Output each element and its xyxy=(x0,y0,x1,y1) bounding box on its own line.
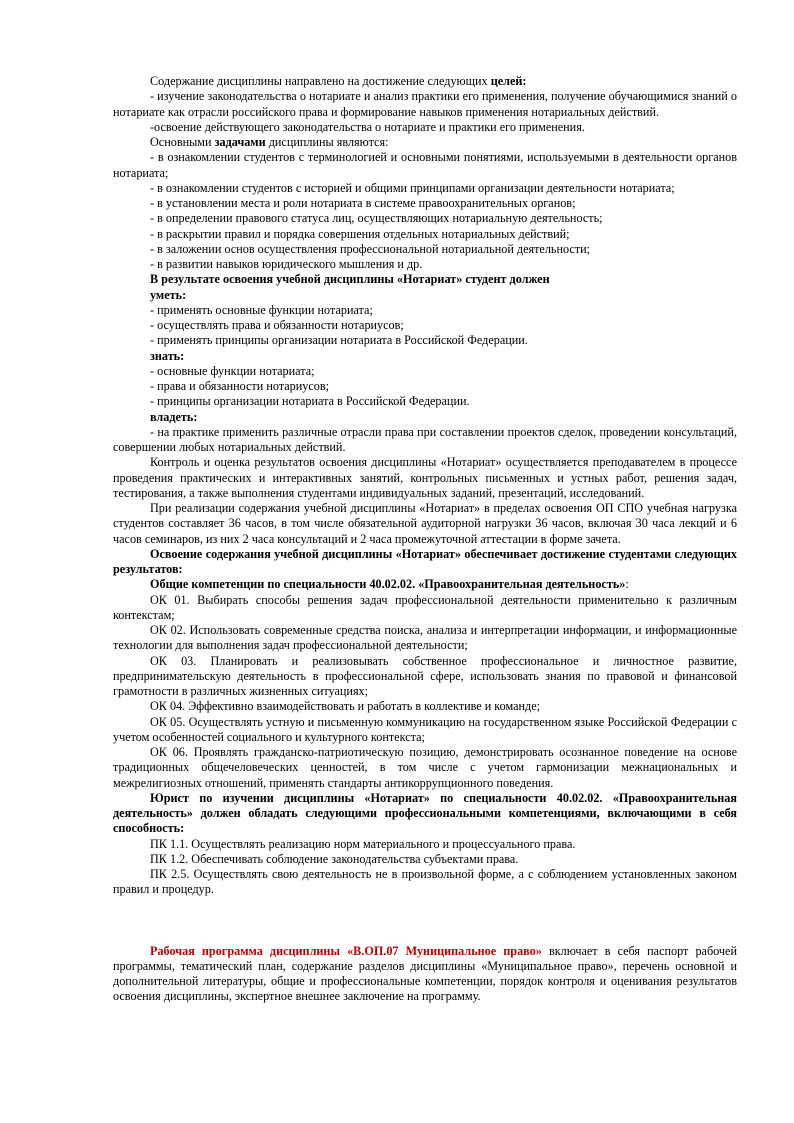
vladet-label: владеть: xyxy=(150,409,198,424)
ok-item: ОК 01. Выбирать способы решения задач профессиональной деятельности применительно к различным контекстам; xyxy=(113,592,737,622)
knowledge-item: - основные функции нотариата; xyxy=(150,363,315,378)
pk-item: ПК 1.1. Осуществлять реализацию норм материального и процессуального права. xyxy=(150,836,576,851)
task-item: - в определении правового статуса лиц, осуществляющих нотариальную деятельность; xyxy=(150,211,603,226)
vladet-item: - на практике применить различные отрасли права при составлении проектов сделок, проведении консультаций, совершении любых нотариальных действий. xyxy=(113,424,737,454)
task-item: - в ознакомлении студентов с историей и общими принципами организации деятельности нотариата; xyxy=(150,180,675,195)
goal-item: - изучение законодательства о нотариате и анализ практики его применения, получение обучающимися знаний о нотариате как отрасли российского права и формирование навыков применения нотариальных действий. xyxy=(113,89,737,119)
ok-item: ОК 03. Планировать и реализовывать собственное профессиональное и личностное развитие, предпринимательскую деятельность в профессиональной сфере, использовать знания по правовой и финансовой грамотности в различных жизненных ситуациях; xyxy=(113,653,737,698)
skill-item: - осуществлять права и обязанности нотариусов; xyxy=(150,318,404,332)
skill-item: - применять основные функции нотариата; xyxy=(150,302,373,317)
znat-label: знать: xyxy=(150,348,185,363)
pk-item: ПК 1.2. Обеспечивать соблюдение законодательства субъектами права. xyxy=(150,851,519,866)
task-item: - в раскрытии правил и порядка совершения отдельных нотариальных действий; xyxy=(150,226,570,241)
mastery-heading: Освоение содержания учебной дисциплины «Нотариат» обеспечивает достижение студентами следующих результатов: xyxy=(113,546,737,576)
result-heading: В результате освоения учебной дисциплины «Нотариат» студент должен xyxy=(150,272,550,287)
next-program-paragraph: Рабочая программа дисциплины «В.ОП.07 Муниципальное право» включает в себя паспорт рабочей программы, тематический план, содержание разделов дисциплины «Муниципальное право», перечень основной и дополнительной литературы, общие и профессиональные компетенции, порядок контроля и оценивания результатов освоения дисциплины, экспертное внешнее заключение на программу. xyxy=(113,943,737,1004)
next-program-title: Рабочая программа дисциплины «В.ОП.07 Муниципальное право» xyxy=(150,943,542,958)
ok-item: ОК 04. Эффективно взаимодействовать и работать в коллективе и команде; xyxy=(150,699,541,714)
ok-item: ОК 05. Осуществлять устную и письменную коммуникацию на государственном языке Российской Федерации с учетом особенностей социального и культурного контекста; xyxy=(113,714,737,744)
hours-paragraph: При реализации содержания учебной дисциплины «Нотариат» в пределах освоения ОП СПО учебная нагрузка студентов составляет 36 часов, в том числе обязательной аудиторной нагрузки 36 часов, включая 30 часа лекций и 6 часов семинаров, из них 2 часа консультаций и 2 часа промежуточной аттестации в форме зачета. xyxy=(113,501,737,546)
skill-item: - применять принципы организации нотариата в Российской Федерации. xyxy=(150,333,528,348)
control-paragraph: Контроль и оценка результатов освоения дисциплины «Нотариат» осуществляется преподавателем в процессе проведения практических и интерактивных занятий, контрольных письменных и устных работ, решения задач, тестирования, а также выполнения студентами индивидуальных заданий, презентаций, исследований. xyxy=(113,455,737,500)
pk-item: ПК 2.5. Осуществлять свою деятельность не в произвольной форме, а с соблюдением установленных законом правил и процедур. xyxy=(113,867,737,897)
goals-intro: Содержание дисциплины направлено на достижение следующих целей: xyxy=(150,74,527,88)
ok-heading: Общие компетенции по специальности 40.02.02. «Правоохранительная деятельность»: xyxy=(150,577,629,592)
task-item: - в установлении места и роли нотариата в системе правоохранительных органов; xyxy=(150,196,576,210)
task-item: - в развитии навыков юридического мышления и др. xyxy=(150,257,423,271)
section-spacer xyxy=(113,898,737,944)
knowledge-item: - принципы организации нотариата в Российской Федерации. xyxy=(150,394,470,409)
pk-heading: Юрист по изучении дисциплины «Нотариат» по специальности 40.02.02. «Правоохранительная деятельность» должен обладать следующими профессиональными компетенциями, включающими в себя способность: xyxy=(113,790,737,836)
ok-item: ОК 02. Использовать современные средства поиска, анализа и интерпретации информации, и информационные технологии для выполнения задач профессиональной деятельности; xyxy=(113,623,737,653)
tasks-intro: Основными задачами дисциплины являются: xyxy=(150,135,389,149)
document-page xyxy=(113,74,737,1005)
umet-label: уметь: xyxy=(150,287,187,302)
goal-item: -освоение действующего законодательства о нотариате и практики его применения. xyxy=(150,119,585,134)
ok-item: ОК 06. Проявлять гражданско-патриотическую позицию, демонстрировать осознанное поведение на основе традиционных общечеловеческих ценностей, в том числе с учетом гармонизации межнациональных и межрелигиозных отношений, применять стандарты антикоррупционного поведения. xyxy=(113,745,737,790)
knowledge-item: - права и обязанности нотариусов; xyxy=(150,379,330,393)
task-item: - в ознакомлении студентов с терминологией и основными понятиями, используемыми в деятельности органов нотариата; xyxy=(113,150,737,180)
task-item: - в заложении основ осуществления профессиональной нотариальной деятельности; xyxy=(150,241,591,256)
